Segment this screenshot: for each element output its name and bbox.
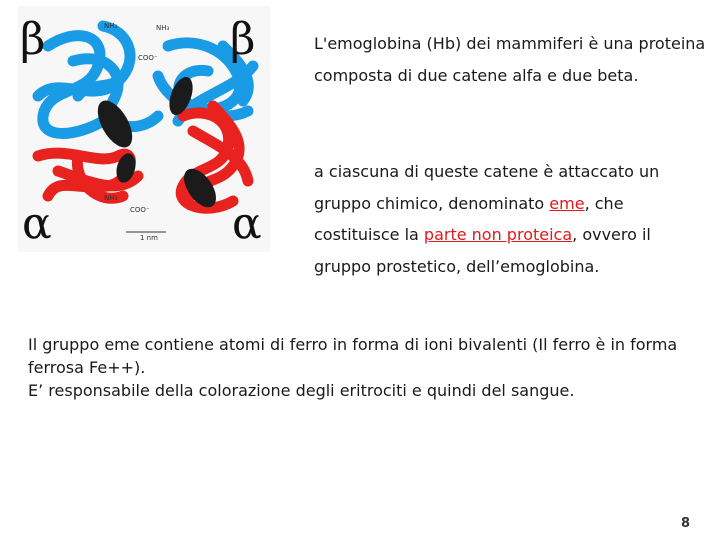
nh3-label-top-left: NH₃ — [104, 22, 118, 30]
heme-paragraph-text-1: a ciascuna di queste catene è attaccato un gruppo chimico, denominato — [314, 162, 660, 213]
hemoglobin-structure-figure — [18, 6, 270, 252]
iron-paragraph-line-1: Il gruppo eme contiene atomi di ferro in forma di ioni bivalenti (Il ferro è in forma ferrosa Fe++). — [28, 335, 678, 377]
page-number: 8 — [680, 516, 690, 531]
heme-paragraph-text-2: , che costituisce la — [314, 193, 624, 244]
nh3-label-top-right: NH₃ — [156, 24, 170, 32]
beta-label-right: β — [230, 14, 256, 65]
iron-paragraph — [28, 333, 708, 402]
highlight-non-protein-part: parte non proteica — [423, 225, 573, 244]
alpha-label-right: α — [232, 198, 262, 249]
alpha-label-left: α — [22, 198, 52, 249]
coo-label-bottom: COO⁻ — [130, 206, 150, 214]
iron-paragraph-line-2: E’ responsabile della colorazione degli eritrociti e quindi del sangue. — [28, 381, 575, 400]
heme-paragraph-text-3: , ovvero il gruppo prostetico, dell’emoglobina. — [314, 225, 651, 276]
beta-label-left: β — [20, 14, 46, 65]
intro-paragraph: L'emoglobina (Hb) dei mammiferi è una proteina composta di due catene alfa e due beta. — [314, 34, 706, 85]
coo-label-top: COO⁻ — [138, 54, 158, 62]
heme-paragraph — [314, 156, 709, 282]
nh3-label-bottom: NH₃ — [104, 194, 118, 202]
scale-label: 1 nm — [140, 234, 158, 242]
highlight-eme: eme — [549, 193, 585, 213]
